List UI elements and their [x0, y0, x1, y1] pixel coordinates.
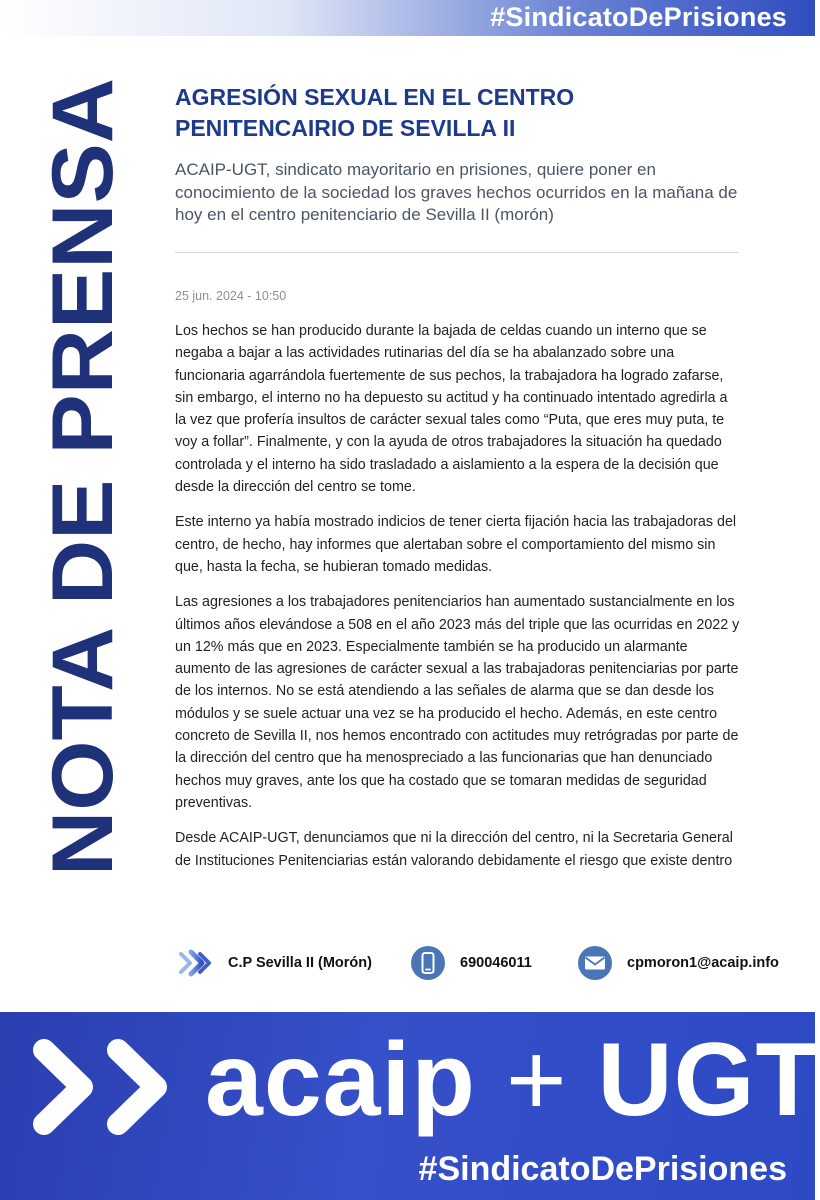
chevron-arrows-icon [178, 945, 214, 981]
vertical-title [35, 78, 131, 876]
article-date: 25 jun. 2024 - 10:50 [175, 289, 287, 303]
contact-phone [410, 940, 532, 986]
logo-chevrons-icon [30, 1032, 195, 1142]
footer-banner [0, 1012, 820, 1200]
article-title: AGRESIÓN SEXUAL EN EL CENTRO PENITENCAIRIO DE SEVILLA II [175, 84, 575, 141]
contact-email [577, 940, 779, 986]
footer-hashtag: #SindicatoDePrisiones [418, 1150, 787, 1188]
vertical-title-text: NOTA DE PRENSA [35, 116, 131, 876]
logo-name: acaip [205, 1022, 476, 1138]
article-subtitle: ACAIP-UGT, sindicato mayoritario en prisiones, quiere poner en conocimiento de la sociedad los graves hechos ocurridos en la mañana de hoy en el centro penitenciario de Sevilla II (morón) [175, 160, 738, 224]
contact-phone-label: 690046011 [460, 955, 532, 971]
contact-row [0, 940, 815, 986]
top-banner [0, 0, 815, 36]
divider [175, 252, 738, 253]
contact-location [178, 940, 372, 986]
contact-location-label: C.P Sevilla II (Morón) [228, 955, 372, 971]
footer-logo [205, 1020, 820, 1140]
header-hashtag: #SindicatoDePrisiones [490, 2, 787, 32]
paragraph: Este interno ya había mostrado indicios de tener cierta fijación hacia las trabajadoras del centro, de hecho, hay informes que alertaban sobre el comportamiento del mismo sin que, hasta la fecha, se hubieran tomado medidas. [175, 514, 737, 575]
envelope-icon [577, 945, 613, 981]
paragraph: Desde ACAIP-UGT, denunciamos que ni la dirección del centro, ni la Secretaria General de Instituciones Penitenciarias están valorando debidamente el riesgo que existe dentro [175, 830, 733, 869]
paragraph: Los hechos se han producido durante la bajada de celdas cuando un interno que se negaba a bajar a las actividades rutinarias del día se ha abalanzado sobre una funcionaria agarrándola fuertemente de sus pechos, la trabajadora ha logrado zafarse, sin embargo, el interno no ha depuesto su actitud y ha continuado intentado agredirla a la vez que profería insultos de carácter sexual tales como “Puta, que eres muy puta, te voy a follar”. Finalmente, y con la ayuda de otros trabajadores la situación ha quedado controlada y el interno ha sido trasladado a aislamiento a la espera de la decisión que desde la dirección del centro se tome. [175, 323, 728, 496]
phone-icon [410, 945, 446, 981]
logo-suffix: UGT [597, 1022, 820, 1138]
article-body [175, 320, 740, 885]
paragraph: Las agresiones a los trabajadores penitenciarios han aumentado sustancialmente en los últimos años elevándose a 508 en el año 2023 más del triple que las ocurridas en 2022 y un 12% más que en 2023. Especialmente también se ha producido un alarmante aumento de las agresiones de carácter sexual a las trabajadoras penitenciarias por parte de los internos. No se está atendiendo a las señales de alarma que se dan desde los módulos y se suele actuar una vez se ha producido el hecho. Además, en este centro concreto de Sevilla II, nos hemos encontrado con actitudes muy retrógradas por parte de la dirección del centro que ha menospreciado a las funcionarias que han denunciado hechos muy graves, ante los que ha costado que se tomaran medidas de seguridad preventivas. [175, 594, 740, 811]
contact-email-label: cpmoron1@acaip.info [627, 955, 779, 971]
logo-plus: + [505, 1022, 568, 1138]
